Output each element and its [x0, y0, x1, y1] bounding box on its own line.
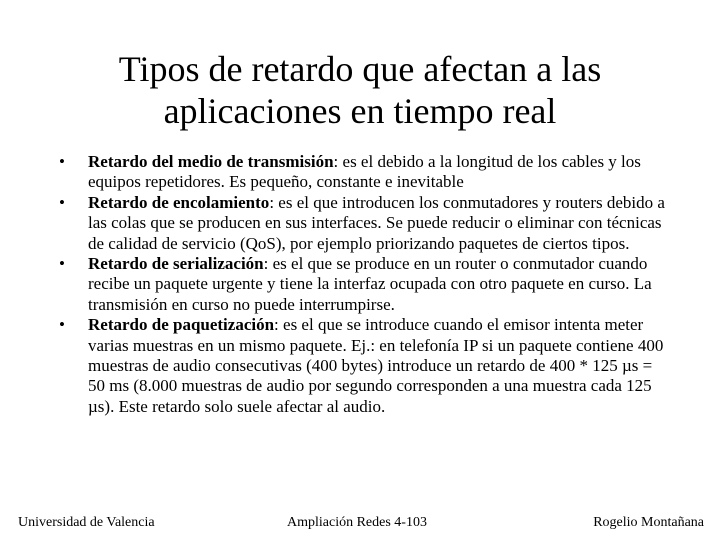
bullet-dot-icon: •: [59, 152, 65, 171]
bullet-text: : es el que introducen los conmutadores y routers debido a las colas que se producen en sus interfaces. Se puede reducir o eliminar con técnicas de calidad de servicio (QoS), por ejemplo priorizando paquetes de ciertos tipos.: [88, 192, 665, 253]
bullet-item-serializacion: [56, 254, 672, 315]
bullet-list: [56, 152, 672, 417]
footer-institution: Universidad de Valencia: [18, 515, 155, 530]
bullet-item-paquetizacion: [56, 315, 672, 417]
bullet-text: : es el debido a la longitud de los cables y los equipos repetidores. Es pequeño, constante e inevitable: [88, 152, 641, 192]
slide-title: [40, 48, 680, 132]
bullet-term: Retardo de encolamiento: [88, 192, 270, 212]
footer-course-page: Ampliación Redes 4-103: [287, 515, 427, 530]
slide-title-line-1: Tipos de retardo que afectan a las: [118, 49, 602, 89]
bullet-term: Retardo de paquetización: [88, 315, 275, 335]
bullet-text: : es el que se introduce cuando el emisor intenta meter varias muestras en un mismo paquete. Ej.: en telefonía IP si un paquete contiene 400 muestras de audio consecutivas (400 bytes) introduce un retardo de 400 * 125 µs = 50 ms (8.000 muestras de audio por segundo corresponden a una muestra cada 125 µs). Este retardo solo suele afectar al audio.: [88, 315, 664, 416]
bullet-dot-icon: •: [59, 192, 65, 212]
bullet-term: Retardo de serialización: [88, 254, 264, 274]
bullet-text: : es el que se produce en un router o conmutador cuando recibe un paquete urgente y tiene la interfaz ocupada con otro paquete en curso. La transmisión en curso no puede interrumpirse.: [88, 254, 652, 314]
slide-title-line-2: aplicaciones en tiempo real: [163, 91, 557, 131]
bullet-item-medio-transmision: [56, 152, 672, 193]
bullet-dot-icon: •: [59, 254, 65, 274]
bullet-item-encolamiento: [56, 193, 672, 254]
bullet-term: Retardo del medio de transmisión: [88, 152, 334, 171]
footer-author: Rogelio Montañana: [593, 515, 704, 530]
bullet-dot-icon: •: [59, 315, 65, 335]
